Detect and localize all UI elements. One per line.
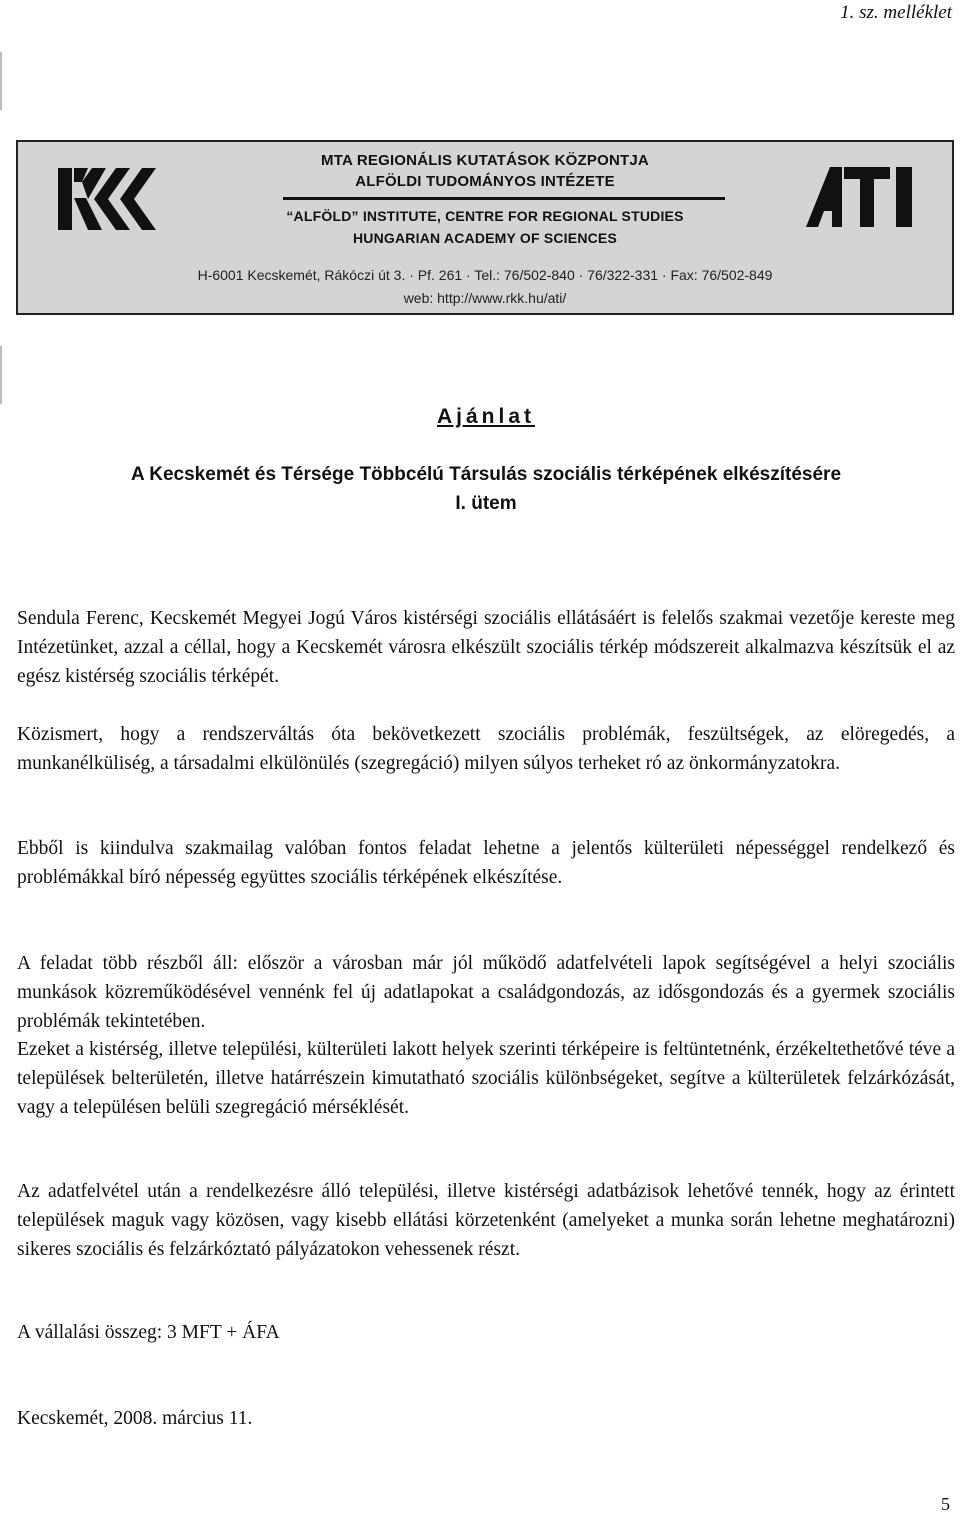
letterhead — [16, 140, 954, 315]
institute-name-hu-1: MTA REGIONÁLIS KUTATÁSOK KÖZPONTJA — [321, 152, 649, 169]
document-subject: A Kecskemét és Térsége Többcélú Társulás szociális térképének elkészítésére — [130, 464, 842, 485]
offer-amount: A vállalási összeg: 3 MFT + ÁFA — [17, 1322, 280, 1343]
institute-name-en-2: HUNGARIAN ACADEMY OF SCIENCES — [352, 230, 618, 246]
margin-mark — [0, 346, 2, 404]
body-paragraph: Ezeket a kistérség, illetve települési, külterületi lakott helyek szerinti térképeire is feltüntetnénk, érzékeltethetővé téve a települések belterületén, illetve határrészein kimutatható szociális különbségeket, segítve a külterületek felzárkózását, vagy a településen belüli szegregáció mérséklését. — [17, 1039, 955, 1118]
body-paragraph: Az adatfelvétel után a rendelkezésre álló települési, illetve kistérségi adatbázisok lehetővé tennék, hogy az érintett települések maguk vagy közösen, vagy kisebb ellátási körzetenként (amelyeket a munka során lehetne meghatározni) sikeres szociális és felzárkóztató pályázatokon vehessenek részt. — [17, 1181, 955, 1260]
body-paragraph: Közismert, hogy a rendszerváltás óta bekövetkezett szociális problémák, feszültségek, az elöregedés, a munkanélküliség, a társadalmi elkülönülés (szegregáció) milyen súlyos terheket ró az önkormányzatokra. — [17, 724, 955, 774]
place-date: Kecskemét, 2008. március 11. — [17, 1408, 253, 1429]
institute-name-en-1: “ALFÖLD” INSTITUTE, CENTRE FOR REGIONAL STUDIES — [286, 208, 684, 224]
document-phase: I. ütem — [455, 493, 517, 514]
body-paragraph: Ebből is kiindulva szakmailag valóban fontos feladat lehetne a jelentős külterületi népességgel rendelkező és problémákkal bíró népesség együttes szociális térképének elkészítése. — [17, 838, 955, 888]
document-heading: Ajánlat — [436, 405, 535, 428]
web-line: web: http://www.rkk.hu/ati/ — [403, 290, 567, 306]
ati-logo — [806, 167, 914, 232]
margin-mark — [0, 52, 2, 110]
letterhead-rule — [283, 197, 725, 200]
annex-label: 1. sz. melléklet — [840, 2, 952, 23]
institute-name-hu-2: ALFÖLDI TUDOMÁNYOS INTÉZETE — [355, 173, 615, 190]
contact-line: H-6001 Kecskemét, Rákóczi út 3. · Pf. 261 · Tel.: 76/502-840 · 76/322-331 · Fax: 76/502-849 — [197, 267, 773, 283]
body-paragraph: A feladat több részből áll: először a városban már jól működő adatfelvételi lapok segítségével a helyi szociális munkások közreműködésével vennénk fel új adatlapokat a családgondozás, az idősgondozás és a gyermek szociális problémák tekintetében. — [17, 953, 955, 1032]
body-paragraph: Sendula Ferenc, Kecskemét Megyei Jogú Város kistérségi szociális ellátásáért is felelős szakmai vezetője kereste meg Intézetünket, azzal a céllal, hogy a Kecskemét városra elkészült szociális térkép módszereit alkalmazva készítsük el az egész kistérség szociális térképét. — [17, 608, 955, 687]
page-number: 5 — [941, 1494, 950, 1514]
